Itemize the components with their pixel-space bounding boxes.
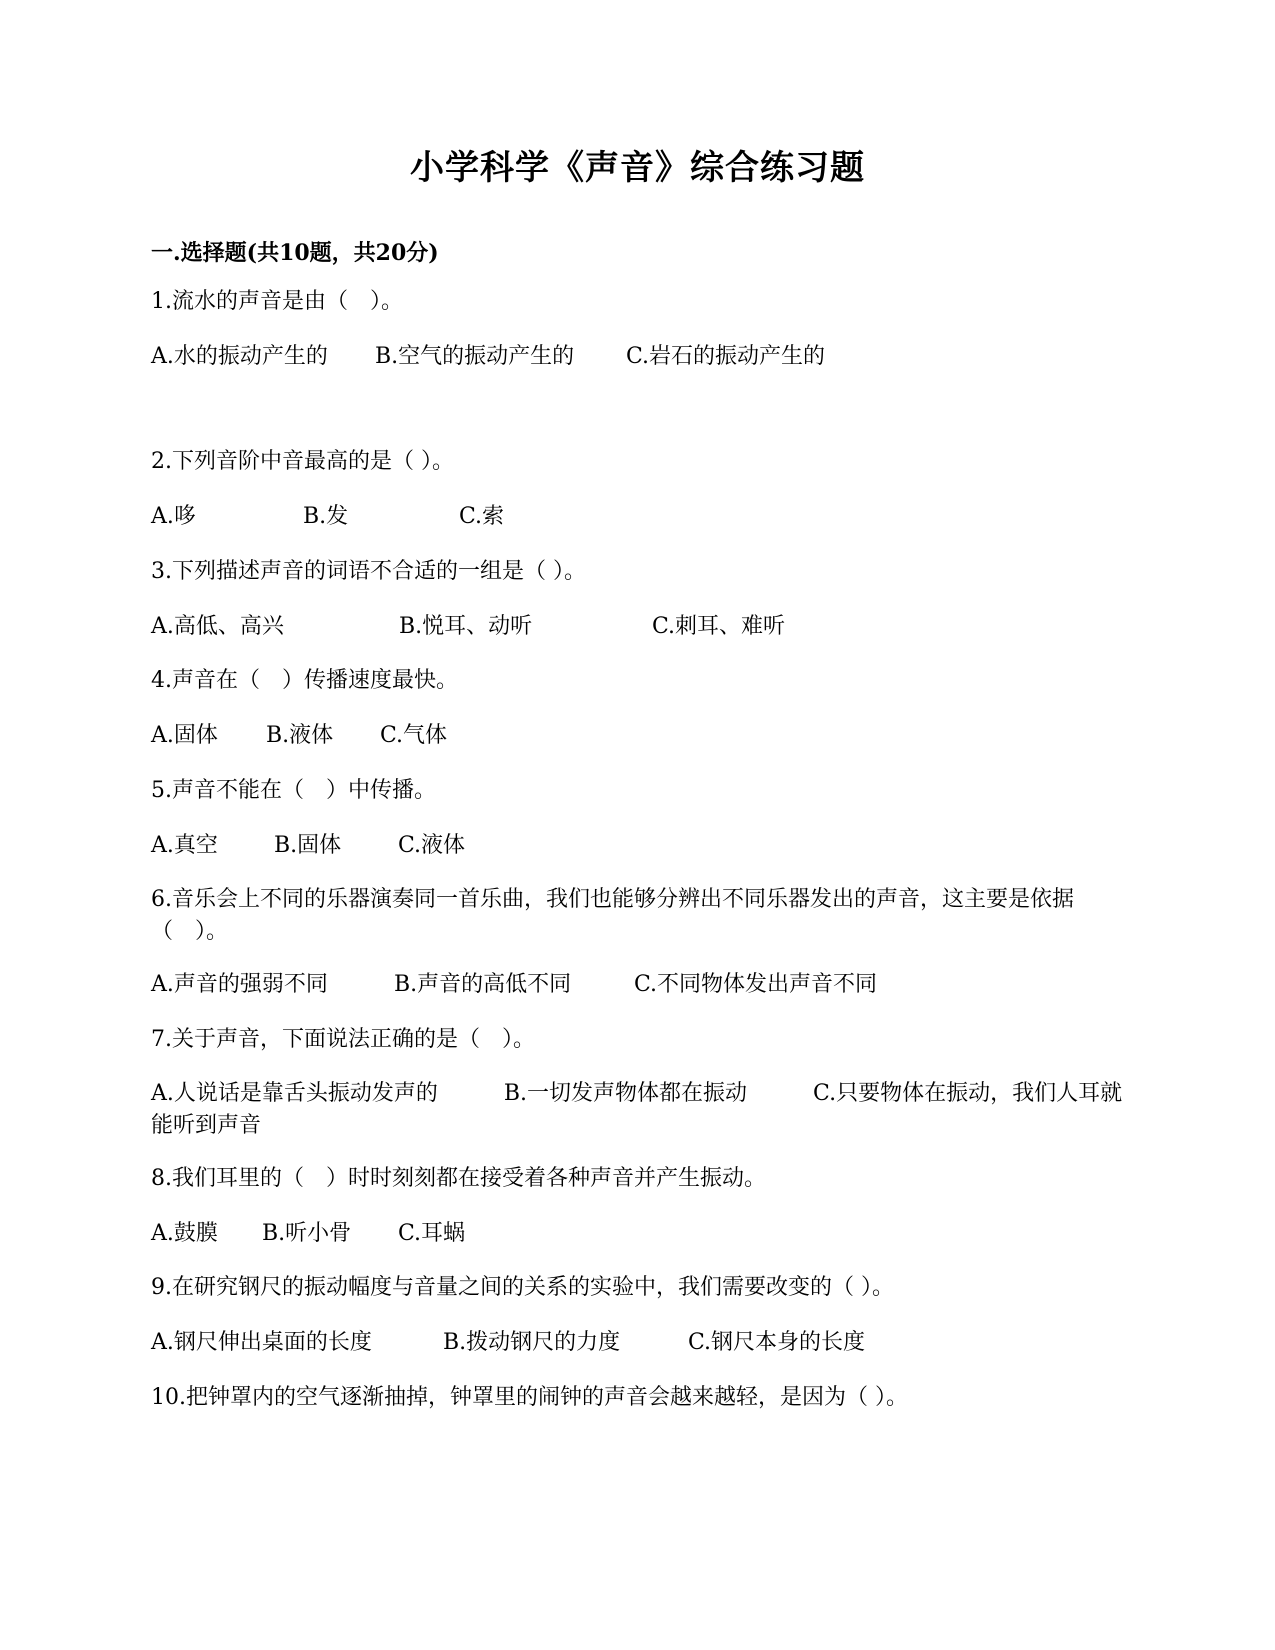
question-5-stem: 5.声音不能在（ ）中传播。 (151, 778, 436, 803)
question-9-option-b: B.拨动钢尺的力度 (443, 1330, 621, 1355)
question-10-stem: 10.把钟罩内的空气逐渐抽掉，钟罩里的闹钟的声音会越来越轻，是因为（ ）。 (151, 1385, 908, 1410)
question-2-option-a: A.哆 (151, 504, 196, 529)
question-6-option-a: A.声音的强弱不同 (151, 972, 328, 997)
question-8-option-c: C.耳蜗 (398, 1221, 466, 1246)
question-1-option-b: B.空气的振动产生的 (375, 344, 575, 369)
question-9-option-c: C.钢尺本身的长度 (688, 1330, 866, 1355)
question-9-stem: 9.在研究钢尺的振动幅度与音量之间的关系的实验中，我们需要改变的（ ）。 (151, 1275, 894, 1300)
question-1-option-a: A.水的振动产生的 (151, 344, 328, 369)
page-title: 小学科学《声音》综合练习题 (410, 148, 865, 188)
question-2-stem: 2.下列音阶中音最高的是（ ）。 (151, 449, 454, 474)
question-1-option-c: C.岩石的振动产生的 (626, 344, 826, 369)
question-3-option-b: B.悦耳、动听 (399, 614, 533, 639)
question-2-option-c: C.索 (459, 504, 505, 529)
question-5-option-b: B.固体 (274, 833, 342, 858)
question-4-option-b: B.液体 (266, 723, 334, 748)
question-2-option-b: B.发 (303, 504, 349, 529)
question-8-option-a: A.鼓膜 (151, 1221, 218, 1246)
question-6-option-b: B.声音的高低不同 (394, 972, 572, 997)
question-8-stem: 8.我们耳里的（ ）时时刻刻都在接受着各种声音并产生振动。 (151, 1166, 766, 1191)
question-4-stem: 4.声音在（ ）传播速度最快。 (151, 668, 458, 693)
question-3-option-c: C.刺耳、难听 (652, 614, 786, 639)
question-8-option-b: B.听小骨 (262, 1221, 352, 1246)
question-5-option-a: A.真空 (151, 833, 218, 858)
question-3-stem: 3.下列描述声音的词语不合适的一组是（ ）。 (151, 559, 586, 584)
question-7-stem: 7.关于声音，下面说法正确的是（ ）。 (151, 1027, 535, 1052)
question-4-option-a: A.固体 (151, 723, 218, 748)
section-heading: 一.选择题(共10题，共20分) (151, 240, 439, 266)
question-9-option-a: A.钢尺伸出桌面的长度 (151, 1330, 372, 1355)
question-4-option-c: C.气体 (380, 723, 448, 748)
question-7-options: A.人说话是靠舌头振动发声的 B.一切发声物体都在振动 C.只要物体在振动，我们人耳就能听到声音 (151, 1081, 1123, 1138)
question-5-option-c: C.液体 (398, 833, 466, 858)
question-3-option-a: A.高低、高兴 (151, 614, 284, 639)
question-1-stem: 1.流水的声音是由（ ）。 (151, 289, 403, 314)
question-6-stem: 6.音乐会上不同的乐器演奏同一首乐曲，我们也能够分辨出不同乐器发出的声音，这主要是依据（ ）。 (151, 887, 1074, 944)
question-6-option-c: C.不同物体发出声音不同 (634, 972, 878, 997)
